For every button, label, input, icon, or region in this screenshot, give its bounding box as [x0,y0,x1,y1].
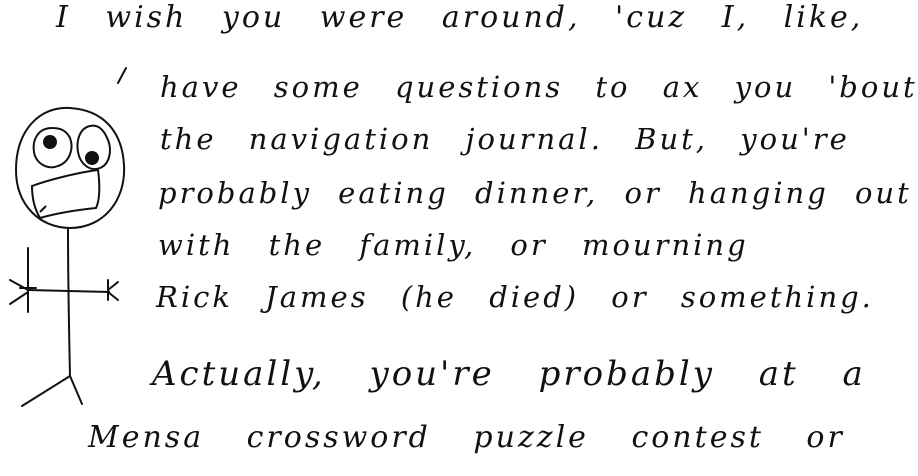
text-line-2: have some questions to ax you 'bout [160,70,918,104]
text-line-1: I wish you were around, 'cuz I, like, [56,0,864,35]
text-line-5: with the family, or mourning [158,228,749,262]
text-line-4: probably eating dinner, or hanging out [158,176,912,210]
text-line-6: Rick James (he died) or something. [156,280,874,314]
text-line-7: Actually, you're probably at a [152,354,866,394]
text-line-3: the navigation journal. But, you're [160,122,850,156]
text-line-8: Mensa crossword puzzle contest or [88,420,845,455]
